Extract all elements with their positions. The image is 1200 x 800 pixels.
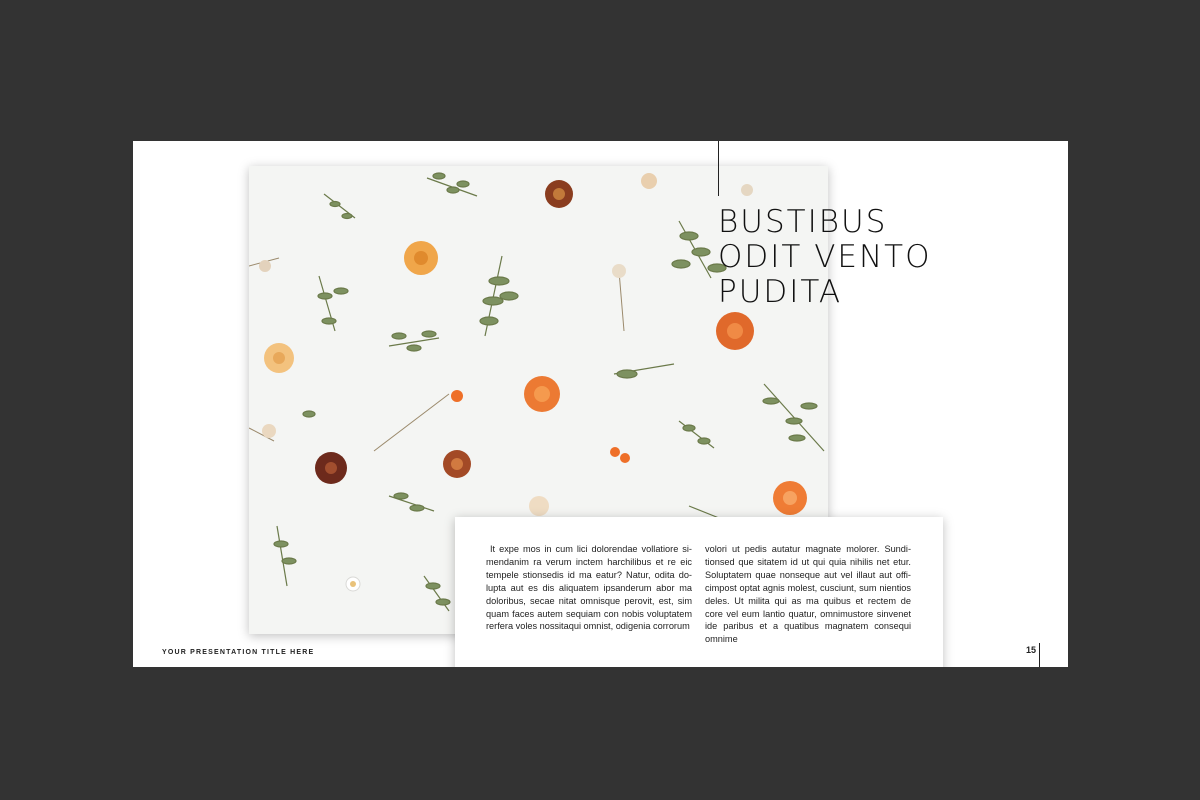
body-text-card [455,517,943,667]
page-number-divider [1039,643,1040,667]
body-text-column-1: It expe mos in cum lici dolorendae vollatiore si- mendanim ra verum inctem harchilibus et re eic tempele stionsedis id ma eatur? Natur, odita do- lupta aut es dis aliquatem ipsanderum abor ma doloribus, secae nitat omnisque perovit, est, sim quam faces autem sequiam con nobis voluptatem rerfera voles nossitaqui omnist, odigenia corrorum [486,544,692,632]
headline-line: PUDITA [718,274,843,310]
headline-line: BUSTIBUS [718,204,888,240]
presentation-title-footer: YOUR PRESENTATION TITLE HERE [162,649,315,656]
headline-divider [718,141,719,196]
body-text-column-2: volori ut pedis autatur magnate molorer. Sundi- tionsed que sitatem id ut qui quia nihilis net etur. Soluptatem quae nonseque aut vel illaut aut offi- cimpost optat agnis molest, cusciunt, sum nientios deles. Ut milita qui as ma quibus et rectem de core vel eum lantio quatur, omnimustore sinvenet ide paribus et a quatibus magnatem consequi omnime [705,544,911,645]
page-number: 15 [1025,645,1036,655]
slide-headline [718,205,1058,310]
presentation-slide [133,141,1068,667]
headline-line: ODIT VENTO [718,239,932,275]
